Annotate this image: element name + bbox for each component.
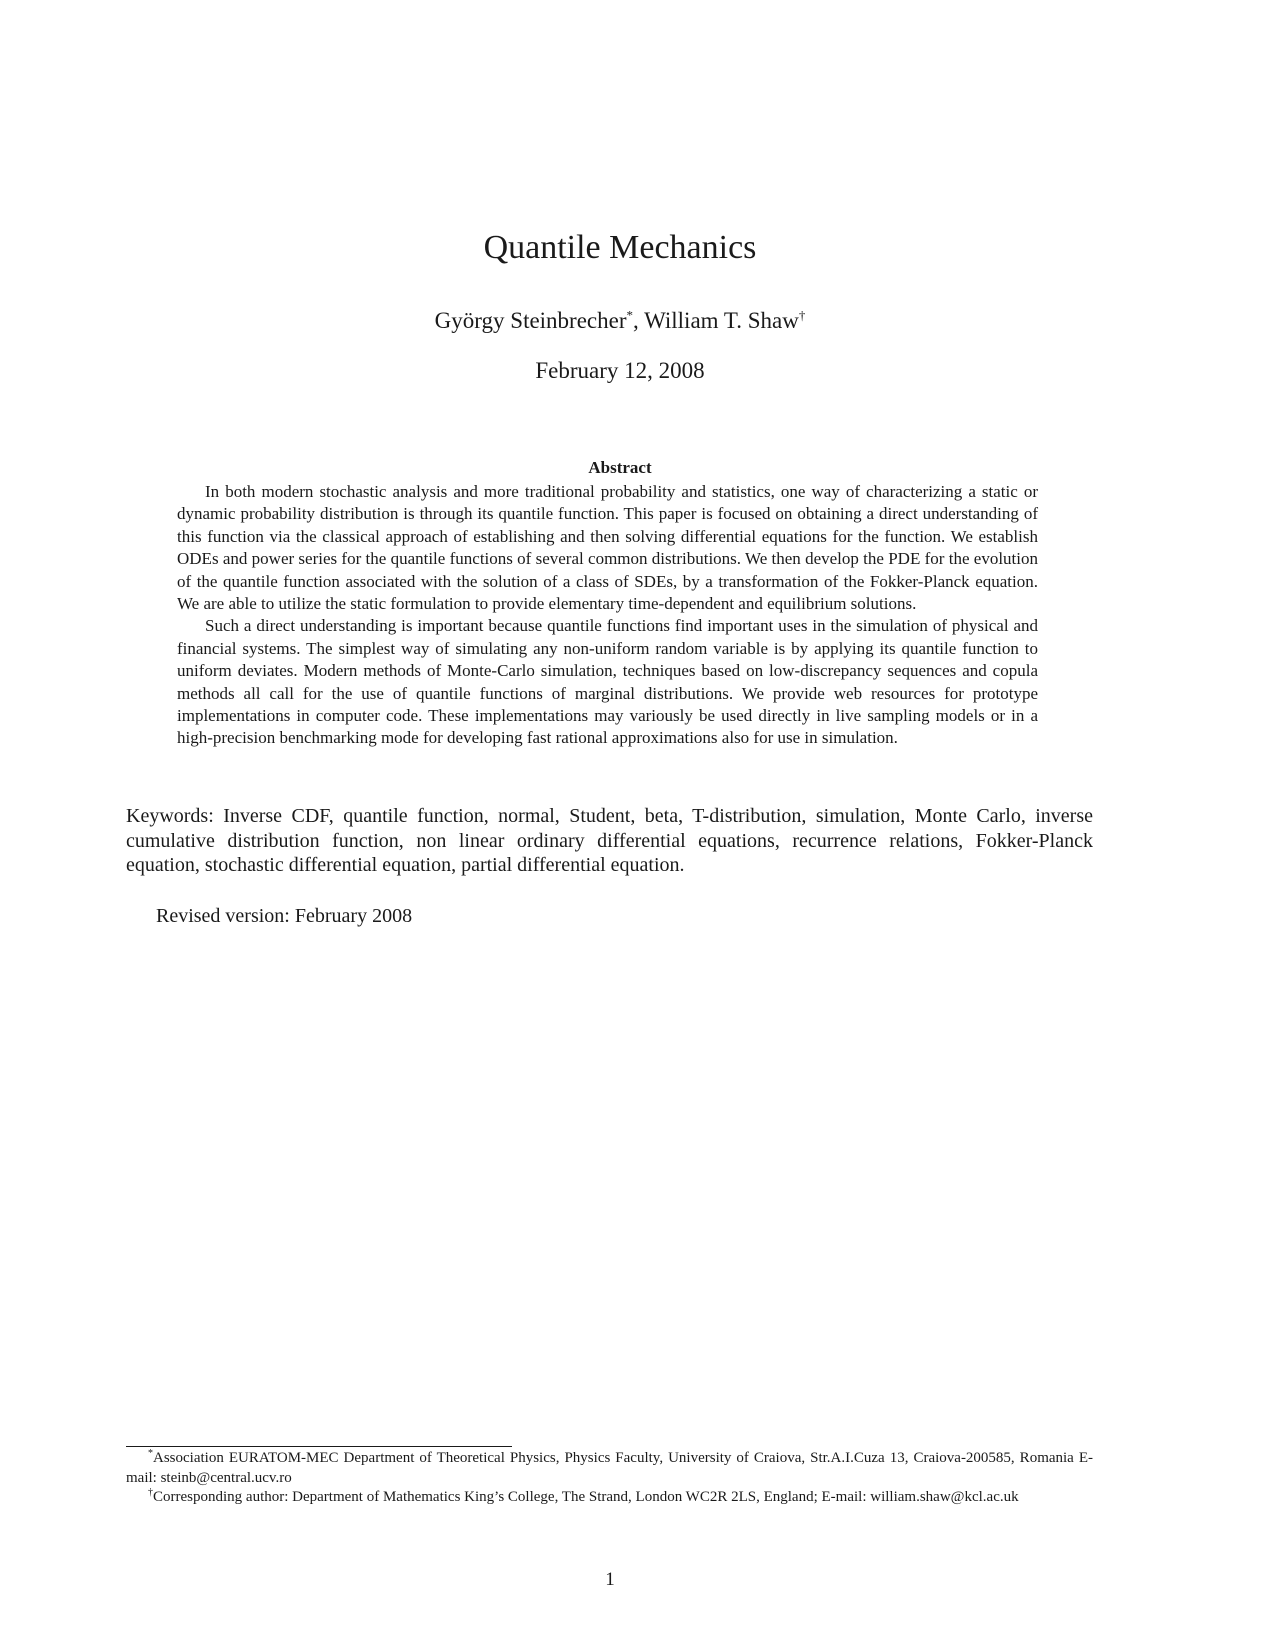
author-shaw: William T. Shaw — [644, 308, 799, 333]
abstract-body — [177, 481, 1038, 750]
author-steinbrecher: György Steinbrecher — [434, 308, 627, 333]
footnote-mark-dagger: † — [798, 307, 806, 323]
paper-date: February 12, 2008 — [535, 358, 705, 383]
abstract-heading: Abstract — [588, 458, 652, 477]
footnote-mark-asterisk: * — [626, 307, 633, 323]
author-line — [0, 307, 1240, 335]
footnote-mark: * — [148, 1448, 153, 1459]
footnote-corresponding-author — [126, 1488, 1093, 1508]
abstract-paragraph: Such a direct understanding is important because quantile functions find important uses in the simulation of physical and financial systems. The simplest way of simulating any non-uniform random variable is by applying its quantile function to uniform deviates. Modern methods of Monte-Carlo simulation, techniques based on low-discrepancy sequences and copula methods all call for the use of quantile functions of marginal distributions. We provide web resources for prototype implementations in computer code. These implementations may variously be used directly in live sampling models or in a high-precision benchmarking mode for developing fast rational approximations also for use in simulation. — [177, 616, 1038, 748]
author-separator: , — [633, 308, 645, 333]
footnote-divider — [126, 1446, 512, 1447]
abstract-paragraph: In both modern stochastic analysis and more traditional probability and statistics, one way of characterizing a static or dynamic probability distribution is through its quantile function. This paper is focused on obtaining a direct understanding of this function via the classical approach of establishing and then solving differential equations for the function. We establish ODEs and power series for the quantile functions of several common distributions. We then develop the PDE for the evolution of the quantile function associated with the solution of a class of SDEs, by a transformation of the Fokker-Planck equation. We are able to utilize the static formulation to provide elementary time-dependent and equilibrium solutions. — [177, 482, 1038, 614]
revised-version: Revised version: February 2008 — [156, 905, 413, 927]
page-number: 1 — [605, 1569, 615, 1590]
footnote-text: Association EURATOM-MEC Department of Theoretical Physics, Physics Faculty, University of Craiova, Str.A.I.Cuza 13, Craiova-200585, Romania E-mail: steinb@central.ucv.ro — [126, 1450, 1093, 1486]
keywords: Keywords: Inverse CDF, quantile function, normal, Student, beta, T-distribution, simulation, Monte Carlo, inverse cumulative distribution function, non linear ordinary differential equations, recurrence relations, Fokker-Planck equation, stochastic differential equation, partial differential equation. — [126, 805, 1093, 876]
footnotes — [126, 1449, 1093, 1508]
footnote-affiliation — [126, 1449, 1093, 1488]
paper-title: Quantile Mechanics — [483, 229, 757, 266]
footnote-text: Corresponding author: Department of Mathematics King’s College, The Strand, London WC2R 2LS, England; E-mail: william.shaw@kcl.ac.uk — [153, 1489, 1019, 1506]
footnote-mark: † — [148, 1487, 153, 1499]
